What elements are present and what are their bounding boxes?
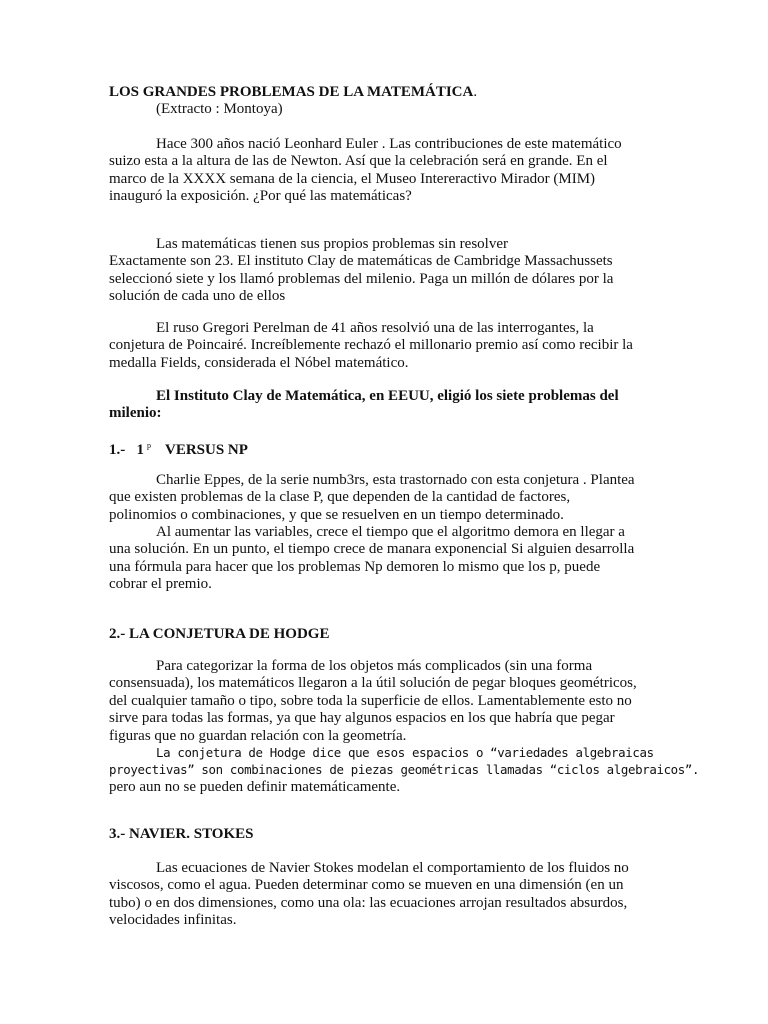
paragraph-line: consensuada), los matemáticos llegaron a la útil solución de pegar bloques geométricos,: [109, 675, 637, 692]
paragraph-line: cobrar el premio.: [109, 576, 212, 593]
paragraph-line: medalla Fields, considerada el Nóbel matemático.: [109, 354, 409, 371]
problems-paragraph: [109, 236, 669, 306]
paragraph-line: Hace 300 años nació Leonhard Euler . Las contribuciones de este matemático: [156, 136, 622, 152]
paragraph-line: una solución. En un punto, el tiempo crece de manara exponencial Si alguien desarrolla: [109, 541, 635, 558]
section-1-paragraph-2: [109, 524, 669, 594]
paragraph-line: Exactamente son 23. El instituto Clay de matemáticas de Cambridge Massachussets: [109, 253, 613, 270]
document-title-period: .: [473, 84, 478, 100]
paragraph-line: marco de la XXXX semana de la ciencia, el Museo Intereractivo Mirador (MIM): [109, 170, 596, 187]
paragraph-line: del cualquier tamaño o tipo, sobre toda la superficie de ellos. Lamentablemente esto no: [109, 692, 632, 709]
paragraph-line: sirve para todas las formas, ya que hay algunos espacios en los que habría que pegar: [109, 710, 615, 727]
paragraph-line: inauguró la exposición. ¿Por qué las matemáticas?: [109, 188, 412, 205]
section-1-paragraph-1: [109, 472, 669, 524]
section-1-heading-prefix: 1.- 1: [109, 442, 144, 458]
paragraph-line: milenio:: [109, 405, 162, 422]
document-subtitle: (Extracto : Montoya): [156, 101, 283, 118]
section-2-heading-text: 2.- LA CONJETURA DE HODGE: [109, 626, 330, 642]
section-1-heading-superscript: p: [147, 441, 151, 450]
section-3-heading: [109, 826, 669, 843]
paragraph-line: La conjetura de Hodge dice que esos espacios o “variedades algebraicas: [156, 745, 654, 760]
section-1-heading-line: [109, 442, 669, 459]
document-header: [109, 84, 669, 119]
paragraph-line: figuras que no guardan relación con la geometría.: [109, 727, 407, 744]
section-3-paragraph-1: [109, 860, 669, 930]
paragraph-line: pero aun no se pueden definir matemáticamente.: [109, 778, 401, 795]
section-2-paragraph-2: [109, 744, 700, 796]
document-title: LOS GRANDES PROBLEMAS DE LA MATEMÁTICA: [109, 84, 474, 100]
paragraph-line: velocidades infinitas.: [109, 912, 237, 929]
paragraph-line: Las matemáticas tienen sus propios problemas sin resolver: [156, 236, 508, 252]
document-title-line: [109, 84, 669, 101]
paragraph-line: conjetura de Poincairé. Increíblemente rechazó el millonario premio así como recibir la: [109, 337, 633, 354]
paragraph-line: Las ecuaciones de Navier Stokes modelan el comportamiento de los fluidos no: [156, 860, 629, 876]
section-2-heading: [109, 626, 669, 643]
paragraph-line: El Instituto Clay de Matemática, en EEUU, eligió los siete problemas del: [156, 388, 619, 404]
section-2-paragraph-1: [109, 658, 669, 745]
paragraph-line: seleccionó siete y los llamó problemas del milenio. Paga un millón de dólares por la: [109, 270, 614, 287]
perelman-paragraph: [109, 320, 669, 372]
paragraph-line: viscosos, como el agua. Pueden determinar como se mueven en una dimensión (en un: [109, 877, 624, 894]
section-1-heading: [109, 442, 669, 459]
paragraph-line: suizo esta a la altura de las de Newton. Así que la celebración será en grande. En el: [109, 153, 608, 170]
clay-heading: [109, 388, 669, 423]
paragraph-line: polinomios o combinaciones, y que se resuelven en un tiempo determinado.: [109, 506, 564, 523]
paragraph-line: Para categorizar la forma de los objetos más complicados (sin una forma: [156, 658, 593, 674]
section-3-heading-text: 3.- NAVIER. STOKES: [109, 826, 254, 842]
paragraph-line: proyectivas” son combinaciones de piezas geométricas llamadas “ciclos algebraicos”.: [109, 762, 700, 778]
paragraph-line: solución de cada uno de ellos: [109, 288, 286, 305]
paragraph-line: Charlie Eppes, de la serie numb3rs, esta trastornado con esta conjetura . Plantea: [156, 472, 635, 488]
paragraph-line: Al aumentar las variables, crece el tiempo que el algoritmo demora en llegar a: [156, 524, 625, 540]
paragraph-line: que existen problemas de la clase P, que dependen de la cantidad de factores,: [109, 489, 571, 506]
paragraph-line: El ruso Gregori Perelman de 41 años resolvió una de las interrogantes, la: [156, 320, 594, 336]
paragraph-line: una fórmula para hacer que los problemas Np demoren lo mismo que los p, puede: [109, 558, 601, 575]
section-1-heading-suffix: VERSUS NP: [165, 442, 248, 458]
intro-paragraph: [109, 136, 669, 206]
paragraph-line: tubo) o en dos dimensiones, como una ola: las ecuaciones arrojan resultados absurdos,: [109, 894, 628, 911]
